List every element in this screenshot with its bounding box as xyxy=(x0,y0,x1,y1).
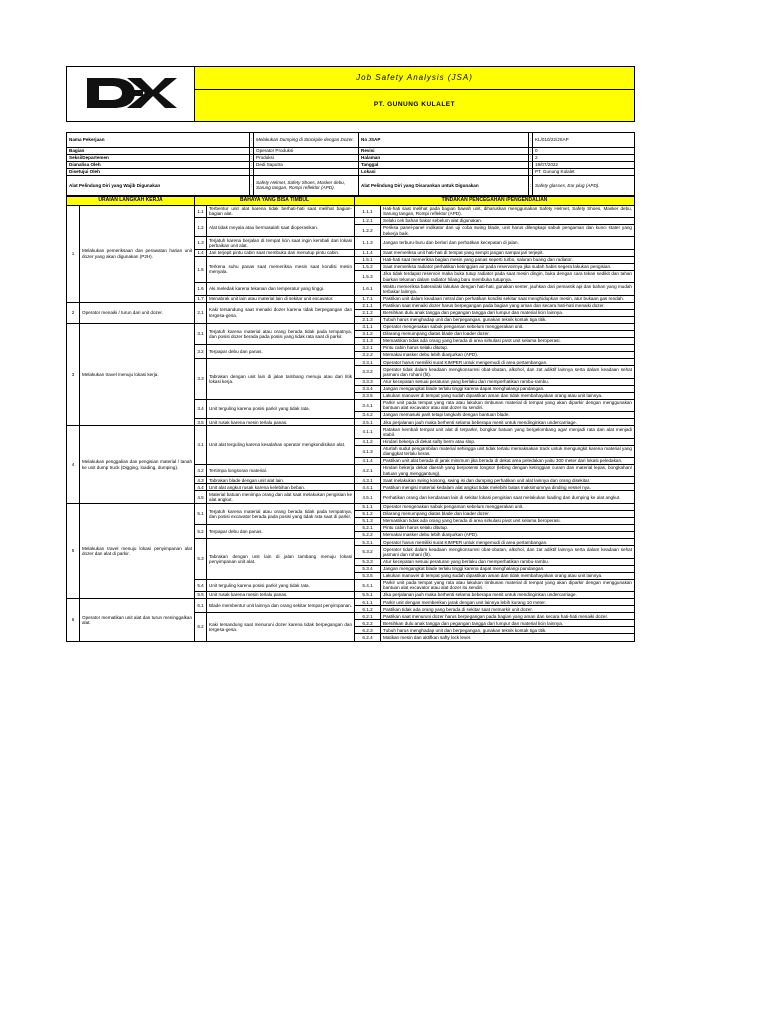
control-code: 1.5.3 xyxy=(355,270,381,282)
control-code: 4.1.4 xyxy=(355,457,381,464)
table-row xyxy=(67,503,635,510)
control-description: Atur kecepatan sesuai peraturan yang berlaku dan memperhatikan rambu-rambu. xyxy=(381,378,635,385)
control-code: 6.2.2 xyxy=(355,620,381,627)
control-code: 1.7.1 xyxy=(355,295,381,302)
hazard-code: 4.1 xyxy=(195,426,207,465)
control-code: 4.1.1 xyxy=(355,426,381,438)
control-code: 3.4.2 xyxy=(355,412,381,419)
control-description: Pintu cabin harus selalu ditutup. xyxy=(381,525,635,532)
control-code: 1.5.2 xyxy=(355,263,381,270)
control-description: Parkir unit pada tempat yang rata atau lakukan timbunan material di tempat yang akan diparkir dengan menggunakan bantuan alat excavator atau alat dozer itu sendiri. xyxy=(381,579,635,591)
control-description: Pastikan unit dalam keadaan netral dan perhatikan kondisi sekitar saat menghidupkan mesin, atur bukaan gas rendah. xyxy=(381,295,635,302)
control-description: Jika perjalanan jauh maka berhenti selama beberapa menit untuk mendinginkan undercarriage. xyxy=(381,592,635,599)
control-code: 6.1.2 xyxy=(355,606,381,613)
control-code: 5.1.2 xyxy=(355,510,381,517)
colon: : xyxy=(529,155,532,161)
tanggal-value: 19/07/2022 xyxy=(533,161,635,168)
control-description: Operator harus memiliki surat KIMPER untuk mengemudi di area pertambangan. xyxy=(381,539,635,546)
hazard-description: Tabrakan blade dengan unit alat lain. xyxy=(207,477,355,484)
control-description: Pastikan saat menuruni dozer harus berpegangan pada bagian yang aman dan secara hati-hati menaiki dozer. xyxy=(381,613,635,620)
hazard-description: Terjatuh karena berjalan di tempat licin saat ingin kembali dari lokasi perbaikan unit alat. xyxy=(207,237,355,249)
control-description: Pintu cabin harus selalu ditutup. xyxy=(381,345,635,352)
step-number: 6 xyxy=(67,599,80,641)
dianalisa-label: Dianalisa Oleh xyxy=(67,161,250,168)
control-description: Parkir unit pada tempat yang rata atau lakukan timbunan material di tempat yang akan diparkir dengan menggunakan bantuan alat excavator atau alat dozer itu sendiri. xyxy=(381,399,635,411)
hazard-code: 4.5 xyxy=(195,491,207,503)
hazard-code: 5.1 xyxy=(195,503,207,524)
control-code: 3.4.1 xyxy=(355,399,381,411)
seksi-value: Produksi xyxy=(254,154,359,161)
step-number: 4 xyxy=(67,426,80,504)
control-description: Pastikan saat menaiki dozer harus berpegangan pada bagian yang aman dan secara hati-hati menaiki dozer. xyxy=(381,302,635,309)
control-description: Hati-hati saat melihat pada bagian bawah unit, diharuskan menggunakan Safety Helmet, Safety Shoes, Masker debu, Sarung tangan, Rompi reflektor (APD). xyxy=(381,205,635,217)
logo-icon xyxy=(83,74,179,112)
control-description: Saat melakukan swing kosong, swing isi dan dumping perhatikan unit alat lainnya dan orang disekitar. xyxy=(381,477,635,484)
control-code: 5.1.3 xyxy=(355,517,381,524)
hazard-code: 3.3 xyxy=(195,359,207,400)
control-code: 1.1.3 xyxy=(355,237,381,249)
hazard-description: Tabrakan dengan unit lain di jalan tambang menuju lokasi penyimpanan unit alat. xyxy=(207,539,355,580)
halaman-label: Halaman xyxy=(359,154,529,161)
no-jsap-value: KL/010/22/JSAP xyxy=(533,132,635,147)
control-description: Tubuh harus menghadap unit dan berpegangan, gunakan teknik kontak tiga titik. xyxy=(381,316,635,323)
control-code: 2.1.2 xyxy=(355,309,381,316)
control-code: 4.2.1 xyxy=(355,465,381,477)
colon: : xyxy=(250,132,254,147)
control-description: Hati-hati saat memeriksa bagian mesin yang panas seperti turbo, saluran buang dan radiator. xyxy=(381,256,635,263)
control-code: 2.1.3 xyxy=(355,316,381,323)
control-description: Memakai masker debu lebih dianjurkan (APD). xyxy=(381,352,635,359)
hazard-code: 4.4 xyxy=(195,484,207,491)
control-description: Operator mengenakan sabuk pengaman sebelum menggerakan unit. xyxy=(381,503,635,510)
control-code: 5.2.1 xyxy=(355,525,381,532)
control-description: Lakukan manuver di tempat yang sudah dipastikan aman dan tidak membahayakan orang atau unit lainnya. xyxy=(381,392,635,399)
control-code: 3.2.2 xyxy=(355,352,381,359)
table-row xyxy=(67,205,635,217)
control-code: 3.3.2 xyxy=(355,366,381,378)
hazard-code: 5.2 xyxy=(195,525,207,539)
revisi-value: 0 xyxy=(533,147,635,154)
control-description: Saat memeriksa unit hati-hati di tempat yang sempit jangan sampai jari terjepit. xyxy=(381,249,635,256)
no-jsap-label: No JSAP xyxy=(359,132,529,147)
control-code: 5.3.3 xyxy=(355,558,381,565)
hazard-description: Blade membentur unit lainnya dan orang sekitar tempat penyimpanan. xyxy=(207,599,355,613)
control-description: Lakukan manuver di tempat yang sudah dipastikan aman dan tidak membahayakan orang atau unit lainnya. xyxy=(381,572,635,579)
control-description: Jika perjalanan jauh maka berhenti selama beberapa menit untuk mendinginkan undercarriage. xyxy=(381,419,635,426)
hazard-description: Terjatuh karena material atau orang berada tidak pada tempatnya, dan posisi excavator berada pada posisi yang tidak rata saat di parkir. xyxy=(207,503,355,524)
control-description: Atur kecepatan sesuai peraturan yang berlaku dan memperhatikan rambu-rambu. xyxy=(381,558,635,565)
control-description: Perhatikan orang dan kendaraan lain di sekitar lokasi pengisian saat melakukan loading dan dumping ke alat angkut. xyxy=(381,491,635,503)
control-code: 5.5.1 xyxy=(355,592,381,599)
control-description: Hindari bekerja dekat daerah yang berpotensi longsor (lebing dengan ketinggian curam dan material lepas, bongkahan/ batuan yang menggantung). xyxy=(381,465,635,477)
hazard-code: 1.5 xyxy=(195,256,207,282)
control-description: Waktu memeriksa baterai/aki lakukan dengan hati-hati, gunakan senter, jauhkan dari pemantik api dan bahan yang mudah terbakar lainnya. xyxy=(381,283,635,295)
hazard-description: Kaki tersandung saat menaiki dozer karena tidak berpegangan dan tergesa-gesa. xyxy=(207,302,355,323)
column-header-row xyxy=(67,196,635,205)
info-table xyxy=(66,132,635,196)
control-code: 3.1.3 xyxy=(355,337,381,344)
hazard-description: Alat tidak meyala atau bermasalah saat dioperasikan. xyxy=(207,217,355,236)
step-description: Operator mematikan unit alat dan turun meninggalkan alat. xyxy=(80,599,195,641)
hazard-description: Unit alat angkut rusak karena kelebihan beban. xyxy=(207,484,355,491)
control-code: 5.1.1 xyxy=(355,503,381,510)
control-code: 5.3.4 xyxy=(355,565,381,572)
control-code: 5.3.1 xyxy=(355,539,381,546)
hazard-code: 4.3 xyxy=(195,477,207,484)
control-description: Memakai masker debu lebih dianjurkan (APD). xyxy=(381,532,635,539)
colon: : xyxy=(250,175,254,195)
control-code: 6.2.4 xyxy=(355,634,381,641)
hazard-description: Tabrakan dengan unit lain di jalan tambang menuju atau dari titik lokasi kerja. xyxy=(207,359,355,400)
hazard-description: Terkena suhu panas saat memeriksa mesin saat kondisi mesin menyala. xyxy=(207,256,355,282)
table-row xyxy=(67,599,635,606)
hazard-code: 1.7 xyxy=(195,295,207,302)
hazard-description: Terbentur unit alat karena tidak berhati-hati saat melihat bagian-bagian alat. xyxy=(207,205,355,217)
header-table xyxy=(66,66,635,122)
step-number: 3 xyxy=(67,323,80,425)
colon: : xyxy=(529,162,532,168)
hazard-code: 1.2 xyxy=(195,217,207,236)
hazard-description: Unit terguling karena posisi parkir yang tidak rata. xyxy=(207,399,355,418)
hazard-code: 5.5 xyxy=(195,592,207,599)
control-code: 4.1.3 xyxy=(355,445,381,457)
step-description: Melakukan penggalian dan pengisian material / tanah ke unit dump truck (Digging, loading, dumping). xyxy=(80,426,195,504)
hazard-code: 1.3 xyxy=(195,237,207,249)
hazard-code: 4.2 xyxy=(195,465,207,477)
control-description: Bersihkan dulu anak tangga dan pegangan tangga dari lumpur dan material licin lainnya. xyxy=(381,309,635,316)
hazard-code: 5.3 xyxy=(195,539,207,580)
control-code: 4.3.1 xyxy=(355,477,381,484)
control-description: Periksa panel-panel indikator dan uji coba swing blade, unit harus dilengkapi sabuk pengaman dan kunci stater yang bekerja baik. xyxy=(381,225,635,237)
control-description: Memastikan tidak ada orang yang berada di area sirkulasi pivot unit selama beroperasi. xyxy=(381,517,635,524)
step-number: 5 xyxy=(67,503,80,598)
control-description: Dilarang menumpang diatas blade dan loader dozer. xyxy=(381,510,635,517)
control-code: 1.1.4 xyxy=(355,249,381,256)
control-code: 6.1.1 xyxy=(355,599,381,606)
hazard-description: Unit rusak karena mesin terlalu panas. xyxy=(207,419,355,426)
control-description: Pastikan tidak ada orang yang berada di sekitar saat memarkir unit dozer. xyxy=(381,606,635,613)
control-code: 6.2.1 xyxy=(355,613,381,620)
control-description: Bersihkan dulu anak tangga dan pegangan tangga dari lumpur dan material licin lainnya. xyxy=(381,620,635,627)
lokasi-label: Lokasi xyxy=(359,168,529,175)
control-description: Tubuh harus menghadap unit dan berpegangan, gunakan teknik kontak tiga titik. xyxy=(381,627,635,634)
control-code: 1.6.1 xyxy=(355,283,381,295)
control-code: 1.2.2 xyxy=(355,225,381,237)
company-name: PT. GUNUNG KULALET xyxy=(195,89,635,121)
control-code: 5.2.2 xyxy=(355,532,381,539)
control-description: Saat memeriksa radiator perhatikan ketinggian air pada reservoirnya jika sudah habis segera lakukan pengisian. xyxy=(381,263,635,270)
table-row xyxy=(67,426,635,438)
control-code: 5.3.5 xyxy=(355,572,381,579)
hazard-description: Terjatuh karena material atau orang berada tidak pada tempatnya, dan posisi dozer berada pada posisi yang tidak rata saat di parkir. xyxy=(207,323,355,344)
control-description: Selalu cek bahan bakar sebelum alat digunakan. xyxy=(381,217,635,224)
hazard-description: Unit alat terguling karena kesalahan operator mengkondisikan alat. xyxy=(207,426,355,465)
apd-wajib-value: Safety Helmet, Safety Shoes, Masker debu, Sarung tangan, Rompi reflektor (APD). xyxy=(254,175,359,195)
control-code: 4.5.1 xyxy=(355,491,381,503)
jsa-sheet xyxy=(66,66,635,642)
company-logo xyxy=(67,67,195,122)
control-code: 3.3.1 xyxy=(355,359,381,366)
control-description: Ratakan kembali tempat unit alat di terparkir, bongkar batuan yang bergelombang agar menjadi rata dan alat menjadi stabil. xyxy=(381,426,635,438)
control-code: 3.3.4 xyxy=(355,385,381,392)
control-code: 5.4.1 xyxy=(355,579,381,591)
hazard-code: 6.1 xyxy=(195,599,207,613)
control-code: 3.1.2 xyxy=(355,330,381,337)
control-code: 3.3.3 xyxy=(355,378,381,385)
control-description: Operator mengenakan sabuk pengaman sebelum menggerakan unit. xyxy=(381,323,635,330)
hazard-code: 3.4 xyxy=(195,399,207,418)
column-header-uraian: URAIAN LANGKAH KERJA xyxy=(67,196,195,205)
control-description: Jangan mengangkat blade terlalu tinggi karena dapat menghalangi pandangan. xyxy=(381,565,635,572)
hazard-description: Menabrak unit lain atau material lain di sekitar unit excavator. xyxy=(207,295,355,302)
control-code: 1.5.1 xyxy=(355,256,381,263)
bagian-value: Operator Produksi xyxy=(254,147,359,154)
hazard-description: Jari terjepit pintu cabin saat membuka dan menutup pintu cabin. xyxy=(207,249,355,256)
control-code: 3.2.1 xyxy=(355,345,381,352)
control-description: Memastikan tidak ada orang yang berada di area sirkulasi pivot unit selama beroperasi. xyxy=(381,337,635,344)
control-description: Operator tidak dalam keadaan mengkonsumsi obat-obatan, alkohol, dan zat adiktif lainnya serta dalam keadaan sehat jasmani dan rohani (fit). xyxy=(381,546,635,558)
control-description: Jangan terburu-buru dan berlari dan perhatikan kecepatan di jalan. xyxy=(381,237,635,249)
control-code: 3.1.1 xyxy=(355,323,381,330)
halaman-value: 2 xyxy=(533,154,635,161)
colon: : xyxy=(250,169,253,175)
hazard-description: Tertimpa longsoran material. xyxy=(207,465,355,477)
hazard-code: 6.2 xyxy=(195,613,207,641)
control-description: Parkir unit dengan memberikan jarak dengan unit lainnya lebih kurang 10 meter. xyxy=(381,599,635,606)
hazard-description: Terpapar debu dan panas. xyxy=(207,525,355,539)
hazard-code: 5.4 xyxy=(195,579,207,591)
control-code: 4.1.2 xyxy=(355,438,381,445)
control-code: 1.2.1 xyxy=(355,217,381,224)
control-code: 3.3.5 xyxy=(355,392,381,399)
hazard-code: 3.2 xyxy=(195,345,207,359)
control-description: Jika tidak terdapat reservoir maka buka tutup radiator pada saat mesin dingin, buka dengan cara tekan sedikit dan tahan biarkan tekanan dalam radiator hilang baru membuka tutupnya. xyxy=(381,270,635,282)
step-number: 1 xyxy=(67,205,80,302)
colon: : xyxy=(529,169,532,175)
disetujui-label: Disetujui Oleh xyxy=(67,168,250,175)
hazard-code: 1.6 xyxy=(195,283,207,295)
nama-pekerjaan-label: Nama Pekerjaan xyxy=(67,132,250,147)
table-row xyxy=(67,323,635,330)
step-number: 2 xyxy=(67,302,80,323)
step-description: Melakukan travel menuju lokasi kerja. xyxy=(80,323,195,425)
hazard-description: Aki meledak karena tekanan dan temperatur yang tinggi. xyxy=(207,283,355,295)
hazard-description: Material batuan menimpa orang dan alat saat melakukan pengisian ke alat angkut. xyxy=(207,491,355,503)
hazard-description: Terpapar debu dan panas. xyxy=(207,345,355,359)
document-title: Job Safety Analysis (JSA) xyxy=(195,67,635,90)
control-description: Pastikan mengisi material kedalam alat angkut tidak melebihi batas maksimumnya dinding vessel nya. xyxy=(381,484,635,491)
control-description: Jangan mengangkat blade terlalu tinggi karena dapat menghalangi pandangan. xyxy=(381,385,635,392)
control-code: 6.2.3 xyxy=(355,627,381,634)
header-spacer xyxy=(66,122,635,132)
colon: : xyxy=(250,162,253,168)
colon: : xyxy=(529,175,533,195)
control-description: Matikan mesin dan aktifkan safty lock lever. xyxy=(381,634,635,641)
control-description: Operator harus memiliki surat KIMPER untuk mengemudi di area pertambangan. xyxy=(381,359,635,366)
nama-pekerjaan-value: Melakukan Dumping di Stockpile dengan Dozer. xyxy=(254,132,359,147)
control-description: Pastikan unit alat berada di jarak minimum jika berada di dekat area peledakan yaitu 300 meter dari lokasi peledakan. xyxy=(381,457,635,464)
control-description: Dilarang menumpang diatas blade dan loader dozer. xyxy=(381,330,635,337)
control-code: 3.5.1 xyxy=(355,419,381,426)
apd-saran-label: Alat Pelindung Diri yang Disarankan untuk Digunakan xyxy=(359,175,529,195)
step-description: Melakukan pemeriksaan dan perawatan harian unit dozer yang akan digunakan (P2H). xyxy=(80,205,195,302)
lokasi-value: PT. Gunung Kulalet xyxy=(533,168,635,175)
control-description: Operator tidak dalam keadaan mengkonsumsi obat-obatan, alkohol, dan zat adiktif lainnya serta dalam keadaan sehat jasmani dan rohani (fit). xyxy=(381,366,635,378)
hazard-description: Kaki tersandung saat menuruni dozer karena tidak berpegangan dan tergesa-gesa. xyxy=(207,613,355,641)
control-code: 1.1.1 xyxy=(355,205,381,217)
hazard-code: 1.4 xyxy=(195,249,207,256)
hazard-code: 1.1 xyxy=(195,205,207,217)
control-code: 4.4.1 xyxy=(355,484,381,491)
column-header-tindakan: TINDAKAN PENCEGAHAN /PENGENDALIAN xyxy=(355,196,635,205)
control-description: Jangan memasuki parit tetapi langkahi dengan bantuan blade. xyxy=(381,412,635,419)
revisi-label: Revisi xyxy=(359,147,529,154)
hazard-code: 3.5 xyxy=(195,419,207,426)
bagian-label: Bagian xyxy=(67,147,250,154)
hazard-description: Unit terguling karena posisi parkir yang tidak rata. xyxy=(207,579,355,591)
control-code: 5.3.2 xyxy=(355,546,381,558)
step-description: Melakukan travel menuju lokasi penyimpanan alat dozer dan alat di parkir. xyxy=(80,503,195,598)
colon: : xyxy=(250,155,253,161)
dianalisa-value: Dedi Saputra xyxy=(254,161,359,168)
control-description: Aturlah sudut pengambilan material sehingga unit tidak terlalu memaksakan track untuk mengungkit karena material yang dianggkat terlalu keras. xyxy=(381,445,635,457)
disetujui-value xyxy=(254,168,359,175)
apd-wajib-label: Alat Pelindung Diri yang Wajib Digunakan xyxy=(67,175,250,195)
apd-saran-value: Safety glasses, Ear plug (APD). xyxy=(533,175,635,195)
control-description: Hindari bekerja di dekat safty berm atau slop. xyxy=(381,438,635,445)
seksi-label: Seksi/Departemen xyxy=(67,154,250,161)
colon: : xyxy=(529,147,532,153)
control-code: 2.1.1 xyxy=(355,302,381,309)
hazard-code: 2.1 xyxy=(195,302,207,323)
colon: : xyxy=(250,147,253,153)
jsa-table xyxy=(66,196,635,642)
step-description: Operator menaiki / turun dari unit dozer. xyxy=(80,302,195,323)
hazard-code: 3.1 xyxy=(195,323,207,344)
tanggal-label: Tanggal xyxy=(359,161,529,168)
hazard-description: Unit rusak karena mesin terlalu panas. xyxy=(207,592,355,599)
table-row xyxy=(67,302,635,309)
colon: : xyxy=(529,132,533,147)
column-header-bahaya: BAHAYA YANG BISA TIMBUL xyxy=(195,196,355,205)
